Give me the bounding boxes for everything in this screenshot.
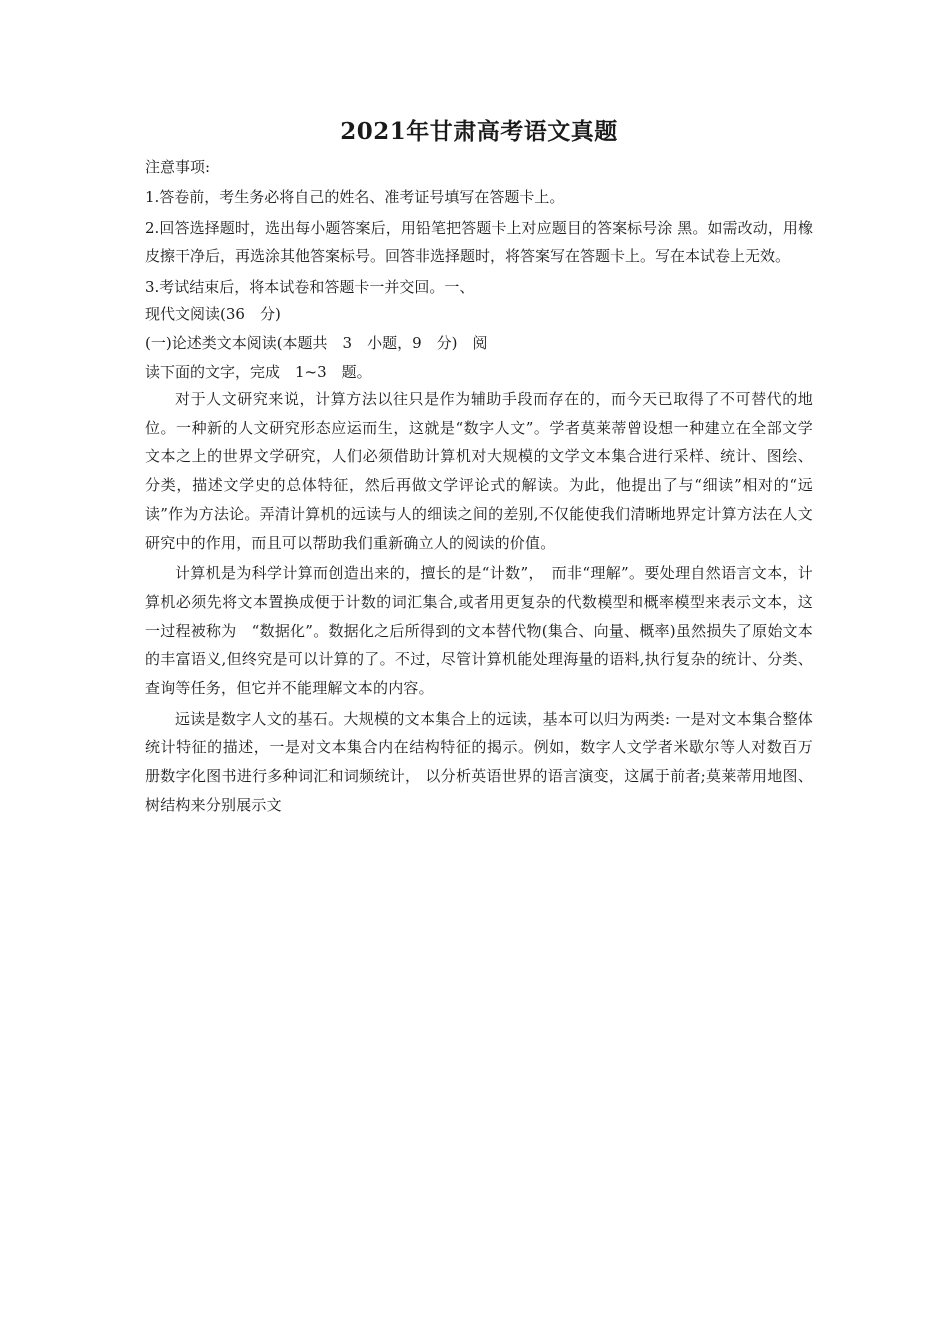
subsection-heading: (一)论述类文本阅读(本题共 3 小题，9 分) 阅 <box>145 334 488 352</box>
exam-page <box>145 112 813 822</box>
reading-instruction: 读下面的文字，完成 1~3 题。 <box>145 363 372 381</box>
notice-item-2: 2.回答选择题时，选出每小题答案后，用铅笔把答题卡上对应题目的答案标号涂 黑。如需改动，用橡皮擦干净后，再选涂其他答案标号。回答非选择题时，将答案写在答题卡上。写在本试卷上无效。 <box>145 219 813 265</box>
document-title: 2021年甘肃高考语文真题 <box>340 118 618 145</box>
notice-heading: 注意事项: <box>145 158 211 176</box>
body-paragraph-3: 远读是数字人文的基石。大规模的文本集合上的远读，基本可以归为两类: 一是对文本集合整体统计特征的描述，一是对文本集合内在结构特征的揭示。例如，数字人文学者米歇尔等人对数百万册数字化图书进行多种词汇和词频统计， 以分析英语世界的语言演变，这属于前者;莫莱蒂用地图、树结构来分别展示文 <box>145 709 813 814</box>
body-paragraph-1: 对于人文研究来说，计算方法以往只是作为辅助手段而存在的，而今天已取得了不可替代的地位。一种新的人文研究形态应运而生，这就是“数字人文”。学者莫莱蒂曾设想一种建立在全部文学文本之上的世界文学研究，人们必须借助计算机对大规模的文学文本集合进行采样、统计、图绘、分类，描述文学史的总体特征，然后再做文学评论式的解读。为此，他提出了与“细读”相对的“远读”作为方法论。弄清计算机的远读与人的细读之间的差别,不仅能使我们清晰地界定计算方法在人文研究中的作用，而且可以帮助我们重新确立人的阅读的价值。 <box>145 390 813 552</box>
body-paragraph-2: 计算机是为科学计算而创造出来的，擅长的是“计数”， 而非“理解”。要处理自然语言文本，计算机必须先将文本置换成便于计数的词汇集合,或者用更复杂的代数模型和概率模型来表示文本，这一过程被称为 “数据化”。数据化之后所得到的文本替代物(集合、向量、概率)虽然损失了原始文本的丰富语义,但终究是可以计算的了。不过，尽管计算机能处理海量的语料,执行复杂的统计、分类、查询等任务，但它并不能理解文本的内容。 <box>145 564 813 698</box>
notice-item-3: 3.考试结束后，将本试卷和答题卡一并交回。一、 <box>145 278 475 296</box>
notice-item-1: 1.答卷前，考生务必将自己的姓名、准考证号填写在答题卡上。 <box>145 188 565 206</box>
section-heading: 现代文阅读(36 分) <box>145 305 281 323</box>
